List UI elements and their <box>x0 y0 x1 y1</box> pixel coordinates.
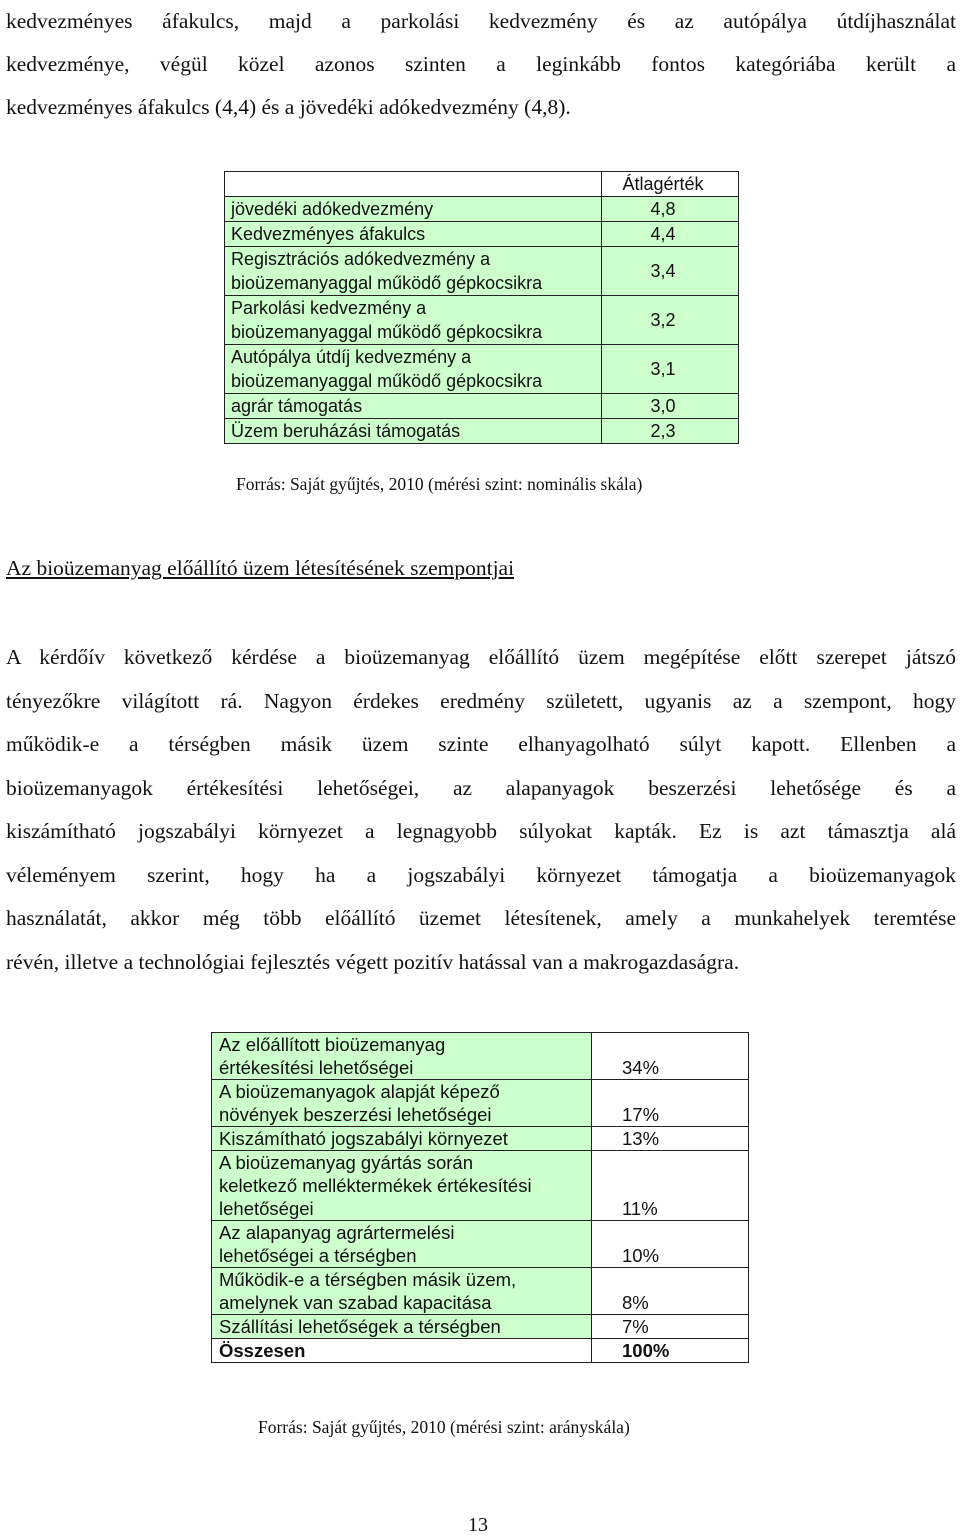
average-values-table <box>224 171 739 444</box>
row-label: Kedvezményes áfakulcs <box>225 222 602 247</box>
body-paragraph <box>6 636 956 984</box>
row-value: 34% <box>592 1033 749 1080</box>
row-label: A bioüzemanyag gyártás során keletkező melléktermékek értékesítési lehetőségei <box>212 1151 592 1221</box>
table-header-row <box>225 172 739 197</box>
row-value: 4,8 <box>602 197 739 222</box>
table-row <box>225 247 739 296</box>
row-value: 8% <box>592 1268 749 1315</box>
row-label: Regisztrációs adókedvezmény a bioüzemanyaggal működő gépkocsikra <box>225 247 602 296</box>
row-value: 11% <box>592 1151 749 1221</box>
table-row <box>225 197 739 222</box>
row-label: Kiszámítható jogszabályi környezet <box>212 1127 592 1151</box>
intro-line: kedvezményes áfakulcs, majd a parkolási kedvezmény és az autópálya útdíjhasználat <box>6 9 956 33</box>
header-average-cell: Átlagérték <box>602 172 739 197</box>
table-row <box>212 1080 749 1127</box>
paragraph-line: működik-e a térségben másik üzem szinte elhanyagolható súlyt kapott. Ellenben a <box>6 732 956 756</box>
table-row <box>225 394 739 419</box>
table-row <box>225 222 739 247</box>
table-row <box>225 419 739 444</box>
total-value: 100% <box>592 1339 749 1363</box>
row-label: Szállítási lehetőségek a térségben <box>212 1315 592 1339</box>
page-number: 13 <box>468 1514 488 1536</box>
section-heading: Az bioüzemanyag előállító üzem létesítésének szempontjai <box>6 556 515 580</box>
intro-paragraph <box>6 0 956 129</box>
row-label: Az előállított bioüzemanyag értékesítési lehetőségei <box>212 1033 592 1080</box>
paragraph-line: bioüzemanyagok értékesítési lehetőségei, az alapanyagok beszerzési lehetősége és a <box>6 775 956 800</box>
row-label: Működik-e a térségben másik üzem, amelynek van szabad kapacitása <box>212 1268 592 1315</box>
row-value: 17% <box>592 1080 749 1127</box>
total-label: Összesen <box>212 1339 592 1363</box>
table-row <box>212 1127 749 1151</box>
row-value: 4,4 <box>602 222 739 247</box>
paragraph-line: kiszámítható jogszabályi környezet a legnagyobb súlyokat kapták. Ez is azt támasztja alá <box>6 819 956 843</box>
factor-weights-table <box>211 1032 749 1363</box>
row-value: 3,1 <box>602 345 739 394</box>
row-label: Az alapanyag agrártermelési lehetőségei a térségben <box>212 1221 592 1268</box>
row-value: 7% <box>592 1315 749 1339</box>
row-value: 3,4 <box>602 247 739 296</box>
table-row <box>212 1268 749 1315</box>
table-row <box>225 296 739 345</box>
paragraph-line: révén, illetve a technológiai fejlesztés végett pozitív hatással van a makrogazdaságra. <box>6 949 740 974</box>
table-row <box>212 1151 749 1221</box>
row-label: Autópálya útdíj kedvezmény a bioüzemanyaggal működő gépkocsikra <box>225 345 602 394</box>
row-value: 2,3 <box>602 419 739 444</box>
row-value: 13% <box>592 1127 749 1151</box>
table-row <box>212 1315 749 1339</box>
total-row <box>212 1339 749 1363</box>
header-blank-cell <box>225 172 602 197</box>
row-label: Üzem beruházási támogatás <box>225 419 602 444</box>
intro-line: kedvezményes áfakulcs (4,4) és a jövedéki adókedvezmény (4,8). <box>6 95 571 119</box>
table-row <box>212 1033 749 1080</box>
table-row <box>212 1221 749 1268</box>
intro-line: kedvezménye, végül közel azonos szinten a leginkább fontos kategóriába került a <box>6 52 956 76</box>
table-row <box>225 345 739 394</box>
row-value: 3,2 <box>602 296 739 345</box>
row-label: agrár támogatás <box>225 394 602 419</box>
table1-source: Forrás: Saját gyűjtés, 2010 (mérési szint: nominális skála) <box>236 474 643 494</box>
table2-source: Forrás: Saját gyűjtés, 2010 (mérési szint: arányskála) <box>258 1417 630 1437</box>
paragraph-line: használatát, akkor még több előállító üzemet létesítenek, amely a munkahelyek teremtése <box>6 906 956 930</box>
row-label: jövedéki adókedvezmény <box>225 197 602 222</box>
row-label: Parkolási kedvezmény a bioüzemanyaggal működő gépkocsikra <box>225 296 602 345</box>
row-value: 3,0 <box>602 394 739 419</box>
paragraph-line: tényezőkre világított rá. Nagyon érdekes eredmény született, ugyanis az a szempont, hogy <box>6 688 956 713</box>
paragraph-line: A kérdőív következő kérdése a bioüzemanyag előállító üzem megépítése előtt szerepet játszó <box>6 645 956 669</box>
row-value: 10% <box>592 1221 749 1268</box>
paragraph-line: véleményem szerint, hogy ha a jogszabályi környezet támogatja a bioüzemanyagok <box>6 862 956 887</box>
row-label: A bioüzemanyagok alapját képező növények beszerzési lehetőségei <box>212 1080 592 1127</box>
